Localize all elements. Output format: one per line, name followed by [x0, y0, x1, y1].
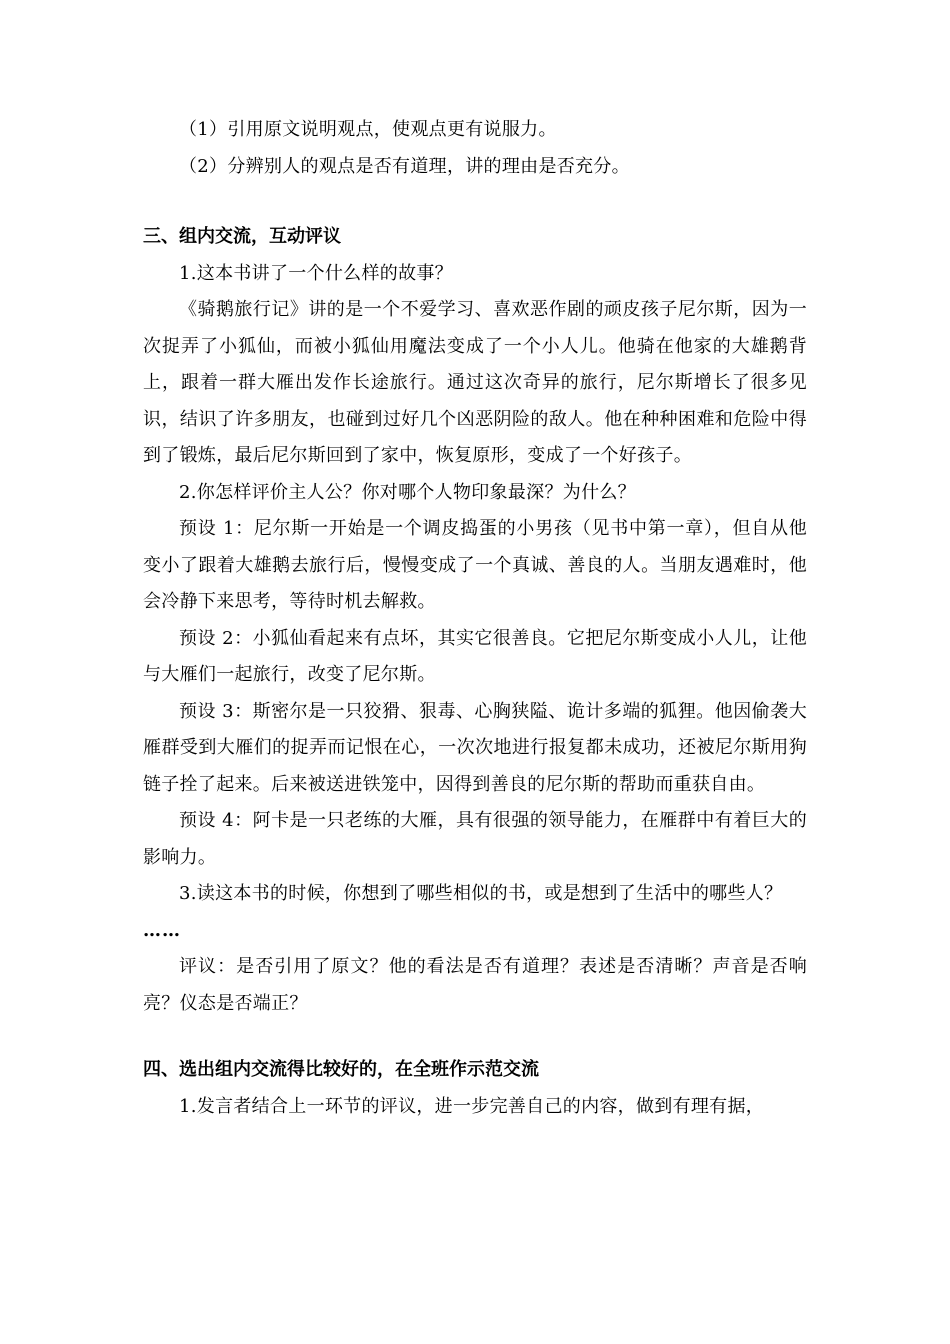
intro-item-2: （2）分辨别人的观点是否有道理，讲的理由是否充分。 [179, 155, 630, 177]
preset-4: 预设 4：阿卡是一只老练的大雁，具有很强的领导能力，在雁群中有着巨大的影响力。 [143, 810, 807, 868]
section-gap [143, 185, 807, 219]
question-2: 2.你怎样评价主人公？你对哪个人物印象最深？为什么？ [179, 481, 636, 503]
section4-heading: 四、选出组内交流得比较好的，在全班作示范交流 [143, 1059, 539, 1080]
preset-3: 预设 3：斯密尔是一只狡猾、狠毒、心胸狭隘、诡计多端的狐狸。他因偷袭大雁群受到大雁们的捉弄而记恨在心，一次次地进行报复都未成功，还被尼尔斯用狗链子拴了起来。后来被送进铁笼中，因得到善良的尼尔斯的帮助而重获自由。 [143, 700, 807, 795]
question-1-answer: 《骑鹅旅行记》讲的是一个不爱学习、喜欢恶作剧的顽皮孩子尼尔斯，因为一次捉弄了小狐仙，而被小狐仙用魔法变成了一个小人儿。他骑在他家的大雄鹅背上，跟着一群大雁出发作长途旅行。通过这次奇异的旅行，尼尔斯增长了很多见识，结识了许多朋友，也碰到过好几个凶恶阴险的敌人。他在种种困难和危险中得到了锻炼，最后尼尔斯回到了家中，恢复原形，变成了一个好孩子。 [143, 299, 807, 466]
document-page [143, 112, 807, 1125]
comment: 评议：是否引用了原文？他的看法是否有道理？表述是否清晰？声音是否响亮？仪态是否端正？ [143, 956, 807, 1014]
preset-2: 预设 2：小狐仙看起来有点坏，其实它很善良。它把尼尔斯变成小人儿，让他与大雁们一起旅行，改变了尼尔斯。 [143, 627, 807, 685]
section3-heading: 三、组内交流，互动评议 [143, 226, 341, 247]
section-gap [143, 1022, 807, 1052]
question-1: 1.这本书讲了一个什么样的故事？ [179, 262, 453, 284]
ellipsis: …… [143, 919, 181, 941]
preset-1: 预设 1：尼尔斯一开始是一个调皮捣蛋的小男孩（见书中第一章），但自从他变小了跟着大雄鹅去旅行后，慢慢变成了一个真诚、善良的人。当朋友遇难时，他会冷静下来思考，等待时机去解救。 [143, 518, 807, 612]
intro-item-1: （1）引用原文说明观点，使观点更有说服力。 [179, 119, 557, 140]
question-3: 3.读这本书的时候，你想到了哪些相似的书，或是想到了生活中的哪些人？ [179, 883, 783, 904]
section4-item-1: 1.发言者结合上一环节的评议，进一步完善自己的内容，做到有理有据， [179, 1095, 765, 1117]
